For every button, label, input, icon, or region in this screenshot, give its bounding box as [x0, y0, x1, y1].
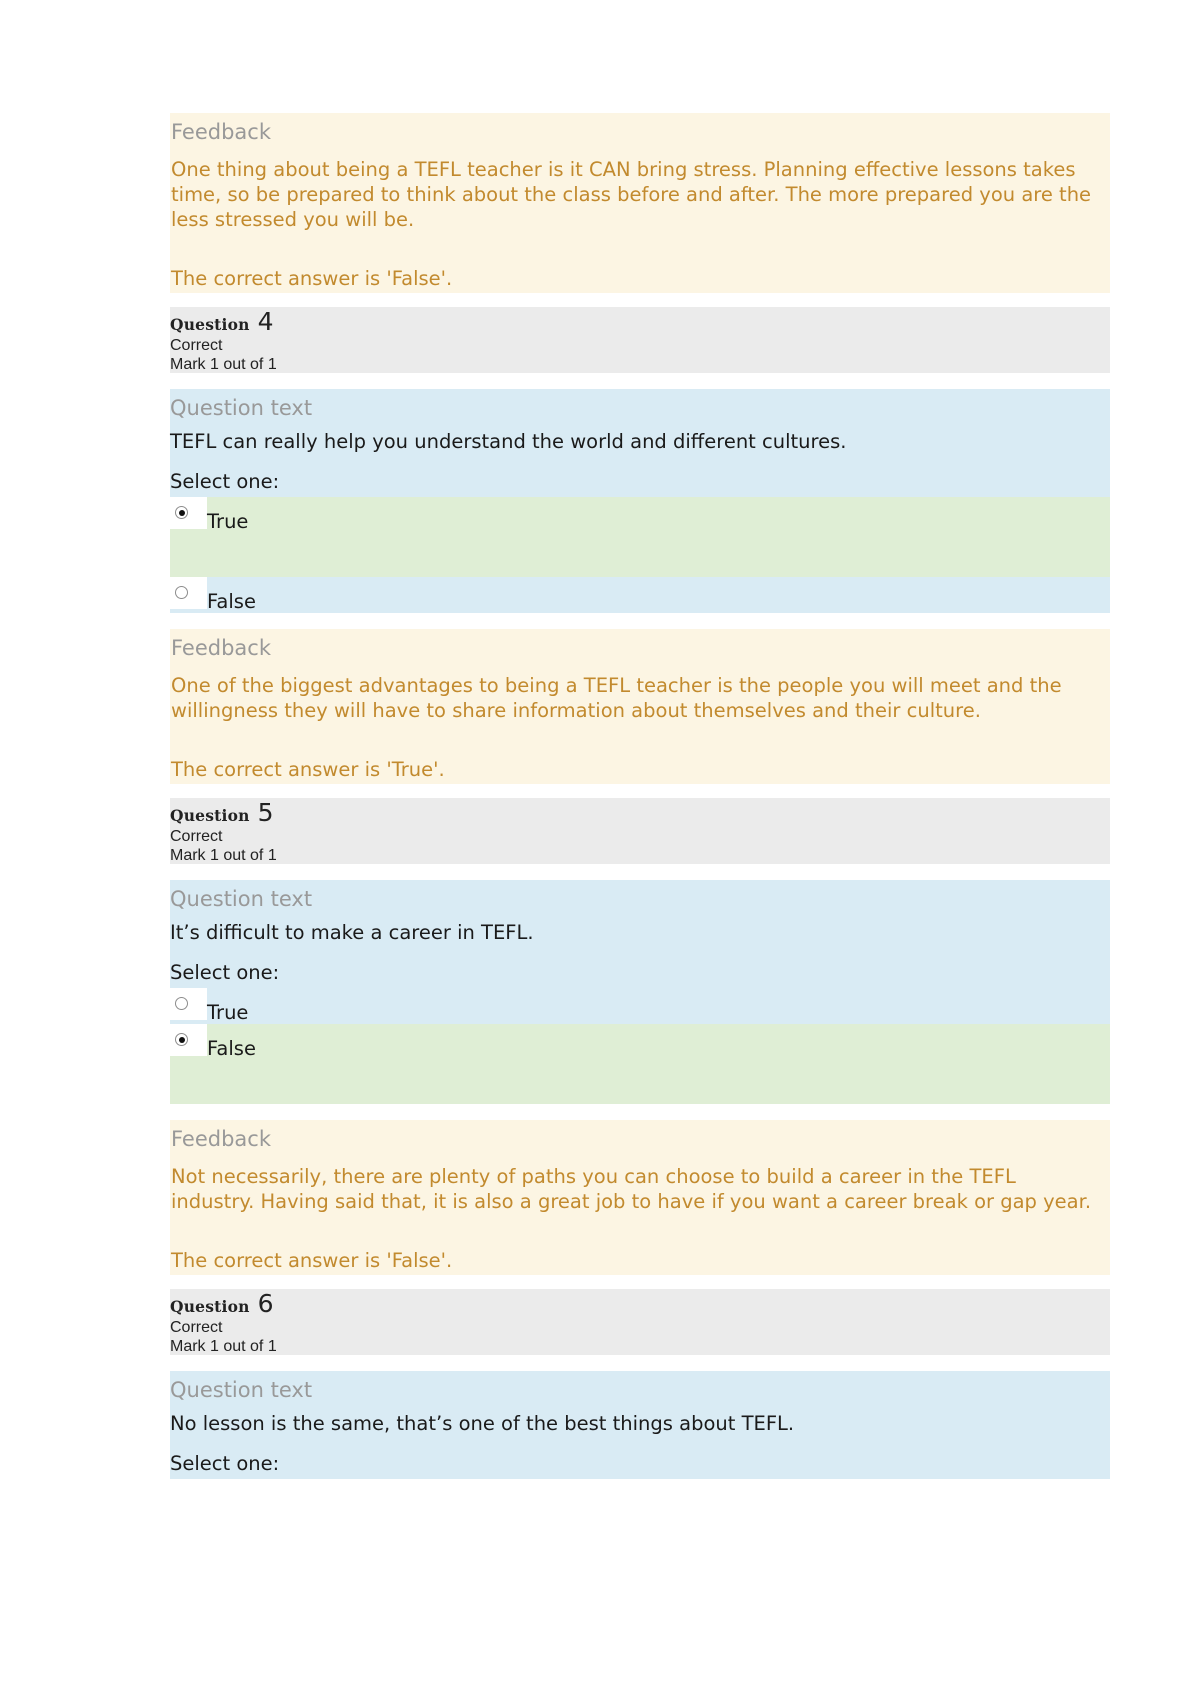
radio-container [170, 497, 207, 529]
feedback-text: Not necessarily, there are plenty of paths you can choose to build a career in the TEFL industry. Having said that, it is also a great job to have if you want a career break or gap year. [171, 1165, 1092, 1213]
question-heading [170, 798, 1110, 827]
select-one-prompt: Select one: [170, 961, 280, 984]
question-mark: Mark 1 out of 1 [170, 1338, 277, 1355]
question-text-title: Question text [170, 396, 313, 420]
question-text-title: Question text [170, 1378, 313, 1402]
option-label: False [207, 590, 256, 613]
feedback-title: Feedback [171, 636, 272, 660]
question-label: Question [170, 315, 250, 334]
question-mark: Mark 1 out of 1 [170, 356, 277, 373]
question-number: 5 [257, 798, 274, 827]
feedback-title: Feedback [171, 120, 272, 144]
question-label: Question [170, 806, 250, 825]
feedback-title: Feedback [171, 1127, 272, 1151]
radio-container [170, 1024, 207, 1056]
question-info-q4 [170, 307, 1110, 373]
radio-button-checked[interactable] [175, 1033, 188, 1046]
correct-answer-text: The correct answer is 'False'. [171, 1249, 453, 1272]
question-text: TEFL can really help you understand the world and different cultures. [170, 430, 847, 453]
option-label: True [207, 1001, 249, 1024]
option-label: True [207, 510, 249, 533]
question-number: 6 [257, 1289, 274, 1318]
question-heading [170, 1289, 1110, 1318]
question-heading [170, 307, 1110, 336]
answer-option-false[interactable] [170, 577, 1110, 613]
question-state: Correct [170, 337, 223, 354]
correct-answer-text: The correct answer is 'False'. [171, 267, 453, 290]
answer-option-false[interactable] [170, 1024, 1110, 1104]
answer-option-true[interactable] [170, 497, 1110, 577]
answer-option-true[interactable] [170, 988, 1110, 1024]
question-info-q6 [170, 1289, 1110, 1355]
question-info-q5 [170, 798, 1110, 864]
question-mark: Mark 1 out of 1 [170, 847, 277, 864]
question-state: Correct [170, 1319, 223, 1336]
select-one-prompt: Select one: [170, 470, 280, 493]
feedback-text: One thing about being a TEFL teacher is it CAN bring stress. Planning effective lessons takes time, so be prepared to think about the class before and after. The more prepared you are the less stressed you will be. [171, 158, 1092, 231]
question-text-title: Question text [170, 887, 313, 911]
question-text: No lesson is the same, that’s one of the best things about TEFL. [170, 1412, 795, 1435]
radio-button[interactable] [175, 586, 188, 599]
radio-container [170, 577, 207, 609]
question-content-q5 [170, 880, 1110, 1104]
question-number: 4 [257, 307, 274, 336]
radio-container [170, 988, 207, 1020]
feedback-text: One of the biggest advantages to being a TEFL teacher is the people you will meet and the willingness they will have to share information about themselves and their culture. [171, 674, 1062, 722]
feedback-q3 [170, 113, 1110, 293]
question-content-q4 [170, 389, 1110, 613]
radio-button-checked[interactable] [175, 506, 188, 519]
feedback-q4 [170, 629, 1110, 784]
feedback-q5 [170, 1120, 1110, 1275]
radio-button[interactable] [175, 997, 188, 1010]
option-label: False [207, 1037, 256, 1060]
question-content-q6 [170, 1371, 1110, 1479]
question-text: It’s difficult to make a career in TEFL. [170, 921, 534, 944]
question-state: Correct [170, 828, 223, 845]
select-one-prompt: Select one: [170, 1452, 280, 1475]
question-label: Question [170, 1297, 250, 1316]
quiz-review [170, 113, 1110, 1495]
correct-answer-text: The correct answer is 'True'. [171, 758, 445, 781]
